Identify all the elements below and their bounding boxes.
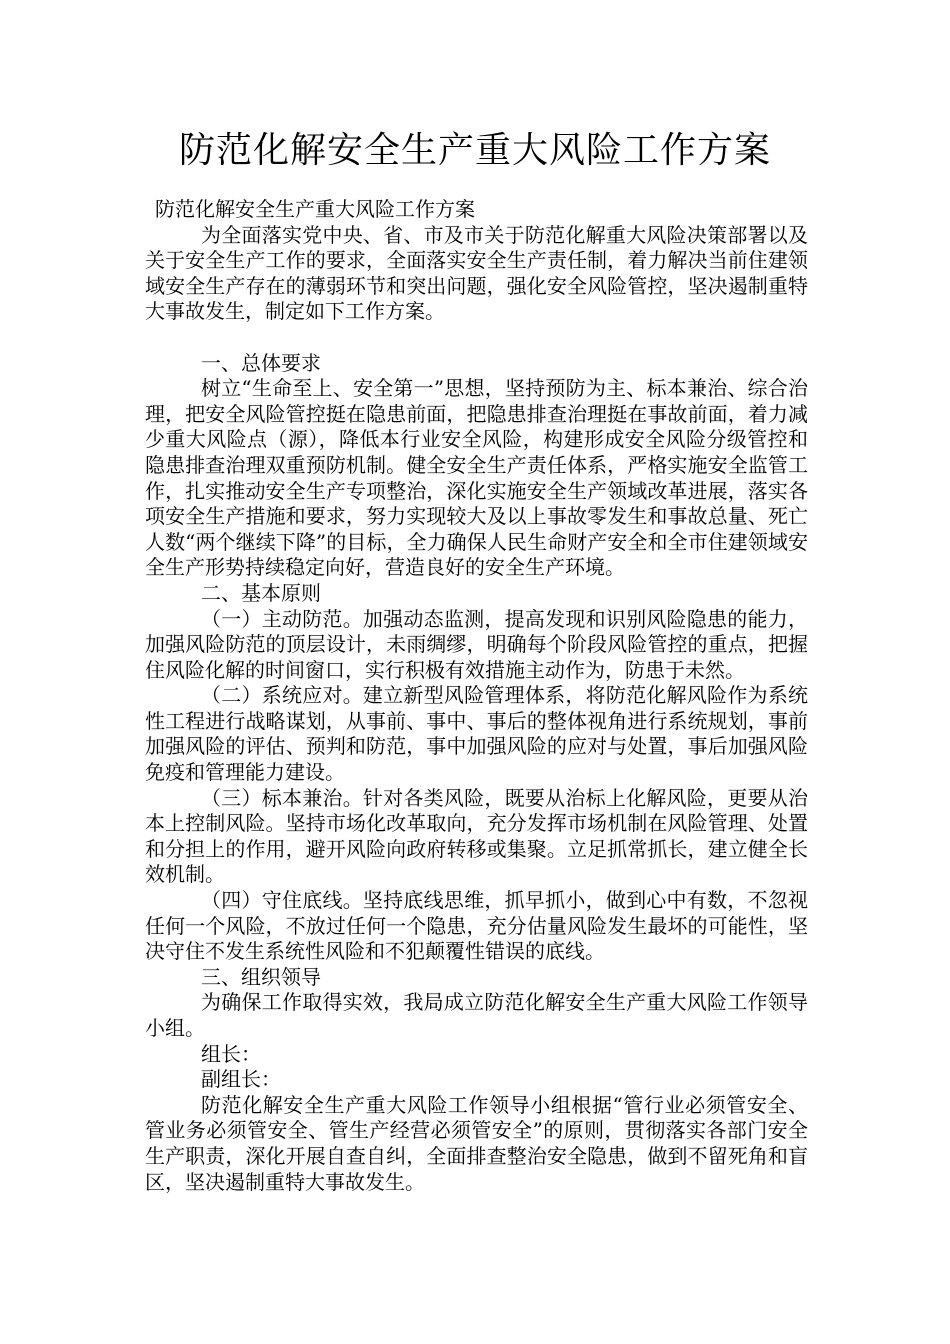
section-heading-2: 二、基本原则 xyxy=(201,580,321,605)
section-heading-1: 一、总体要求 xyxy=(201,350,321,375)
document-subtitle: 防范化解安全生产重大风险工作方案 xyxy=(155,197,475,221)
blank-line xyxy=(145,325,808,351)
section-3-paragraph: 为确保工作取得实效，我局成立防范化解安全生产重大风险工作领导小组。 xyxy=(145,990,808,1040)
principle-1-paragraph: （一）主动防范。加强动态监测，提高发现和识别风险隐患的能力，加强风险防范的顶层设计，未雨绸缪，明确每个阶段风险管控的重点，把握住风险化解的时间窗口，实行积极有效措施主动作为，防患于未然。 xyxy=(145,606,808,682)
principle-4-paragraph: （四）守住底线。坚持底线思维，抓早抓小，做到心中有数，不忽视任何一个风险，不放过任何一个隐患，充分估量风险发生最坏的可能性，坚决守住不发生系统性风险和不犯颠覆性错误的底线。 xyxy=(145,888,808,964)
intro-paragraph: 为全面落实党中央、省、市及市关于防范化解重大风险决策部署以及关于安全生产工作的要求，全面落实安全生产责任制，着力解决当前住建领域安全生产存在的薄弱环节和突出问题，强化安全风险管控，坚决遏制重特大事故发生，制定如下工作方案。 xyxy=(145,222,808,324)
principle-2-paragraph: （二）系统应对。建立新型风险管理体系，将防范化解风险作为系统性工程进行战略谋划，从事前、事中、事后的整体视角进行系统规划，事前加强风险的评估、预判和防范，事中加强风险的应对与处置，事后加强风险免疫和管理能力建设。 xyxy=(145,683,808,785)
group-leader-line: 组长： xyxy=(201,1041,261,1066)
section-1-paragraph: 树立“生命至上、安全第一”思想，坚持预防为主、标本兼治、综合治理，把安全风险管控挺在隐患前面，把隐患排查治理挺在事故前面，着力减少重大风险点（源），降低本行业安全风险，构建形成安全风险分级管控和隐患排查治理双重预防机制。健全安全生产责任体系，严格实施安全监管工作，扎实推动安全生产专项整治，深化实施安全生产领域改革进展，落实各项安全生产措施和要求，努力实现较大及以上事故零发生和事故总量、死亡人数“两个继续下降”的目标，全力确保人民生命财产安全和全市住建领域安全生产形势持续稳定向好，营造良好的安全生产环境。 xyxy=(145,376,808,580)
document-body xyxy=(145,197,808,1195)
responsibility-paragraph: 防范化解安全生产重大风险工作领导小组根据“管行业必须管安全、管业务必须管安全、管生产经营必须管安全”的原则，贯彻落实各部门安全生产职责，深化开展自查自纠，全面排查整治安全隐患，做到不留死角和盲区，坚决遏制重特大事故发生。 xyxy=(145,1092,808,1194)
principle-3-paragraph: （三）标本兼治。针对各类风险，既要从治标上化解风险，更要从治本上控制风险。坚持市场化改革取向，充分发挥市场机制在风险管理、处置和分担上的作用，避开风险向政府转移或集聚。立足抓常抓长，建立健全长效机制。 xyxy=(145,785,808,887)
section-heading-3: 三、组织领导 xyxy=(201,964,321,989)
deputy-leader-line: 副组长： xyxy=(201,1067,281,1092)
document-title: 防范化解安全生产重大风险工作方案 xyxy=(178,130,771,171)
